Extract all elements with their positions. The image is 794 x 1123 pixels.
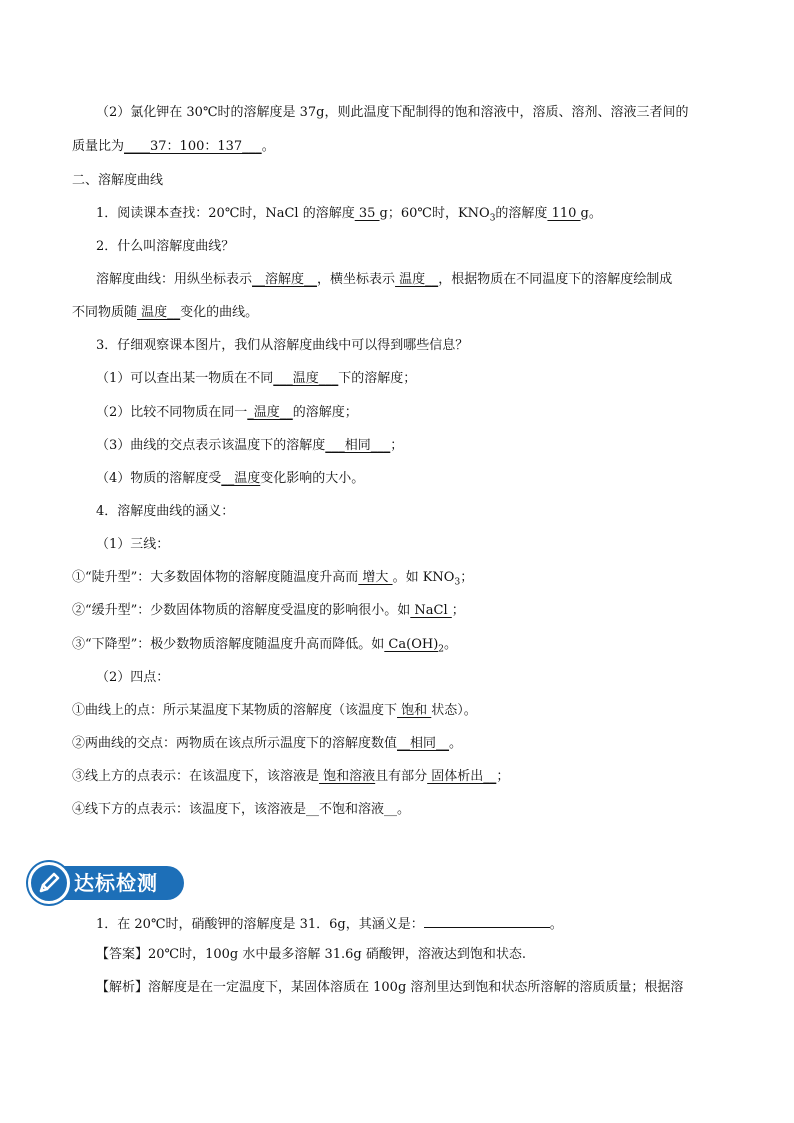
question-2: 2．什么叫溶解度曲线？ — [96, 239, 235, 254]
line-type-decline: ③“下降型”：极少数物质溶解度随温度升高而降低。如 $Ca(OH)_2$。 — [72, 637, 458, 655]
question-2-answer-line2: 不同物质随 温度__变化的曲线。 — [72, 305, 259, 320]
para-kcl-solubility: （2）氯化钾在 30℃时的溶解度是 37g，则此温度下配制得的饱和溶液中，溶质、溶剂、溶液三者间的 — [96, 105, 689, 120]
para-mass-ratio: 质量比为____37：100：137___。 — [72, 139, 275, 154]
line-type-steep-rise: ①“陡升型”：大多数固体物的溶解度随温度升高而 增大 。如 $KNO_3$； — [72, 570, 474, 588]
four-points-heading: （2）四点： — [96, 670, 170, 685]
point-intersection: ②两曲线的交点：两物质在该点所示温度下的溶解度数值__相同__。 — [72, 736, 463, 751]
answer-line: 【答案】20℃时，100g 水中最多溶解 31.6g 硝酸钾，溶液达到饱和状态. — [96, 947, 527, 962]
point-above-curve: ③线上方的点表示：在该温度下，该溶液是 饱和溶液且有部分 固体析出__； — [72, 769, 510, 784]
explanation-line: 【解析】溶解度是在一定温度下，某固体溶质在 100g 溶剂里达到饱和状态所溶解的溶质质量；根据溶 — [96, 980, 684, 995]
test-question-1: 1．在 20℃时，硝酸钾的溶解度是 31．6g，其涵义是： 。 — [0, 914, 794, 934]
question-2-answer-line1: 溶解度曲线：用纵坐标表示__溶解度__，横坐标表示 温度__，根据物质在不同温度下的溶解度绘制成 — [96, 272, 673, 287]
banner-title: 达标检测 — [74, 871, 158, 895]
question-4: 4．溶解度曲线的涵义： — [96, 504, 235, 519]
point-on-curve: ①曲线上的点：所示某温度下某物质的溶解度（该温度下 饱和 状态）。 — [72, 703, 477, 718]
section-banner — [28, 862, 184, 904]
question-3-item-2: （2）比较不同物质在同一_温度__的溶解度； — [96, 405, 358, 420]
line-type-slow-rise: ②“缓升型”：少数固体物质的溶解度受温度的影响很小。如 NaCl ； — [72, 603, 465, 618]
question-1: 1．阅读课本查找：20℃时，NaCl 的溶解度 35 g；60℃时，$KNO_3$的溶解度 110 g。 — [96, 206, 602, 224]
question-3-item-1: （1）可以查出某一物质在不同___温度___下的溶解度； — [96, 371, 417, 386]
question-3-item-3: （3）曲线的交点表示该温度下的溶解度___相同___； — [96, 438, 404, 453]
question-3-item-4: （4）物质的溶解度受__温度变化影响的大小。 — [96, 471, 365, 486]
pencil-icon — [28, 862, 70, 904]
answer-blank — [424, 914, 550, 928]
answer-mass-ratio: ____37：100：137___ — [124, 139, 262, 154]
question-3: 3．仔细观察课本图片，我们从溶解度曲线中可以得到哪些信息？ — [96, 338, 469, 353]
point-below-curve: ④线下方的点表示：该温度下，该溶液是__不饱和溶液__。 — [72, 802, 411, 817]
section-heading-solubility-curve: 二、溶解度曲线 — [72, 173, 164, 188]
three-lines-heading: （1）三线： — [96, 537, 170, 552]
